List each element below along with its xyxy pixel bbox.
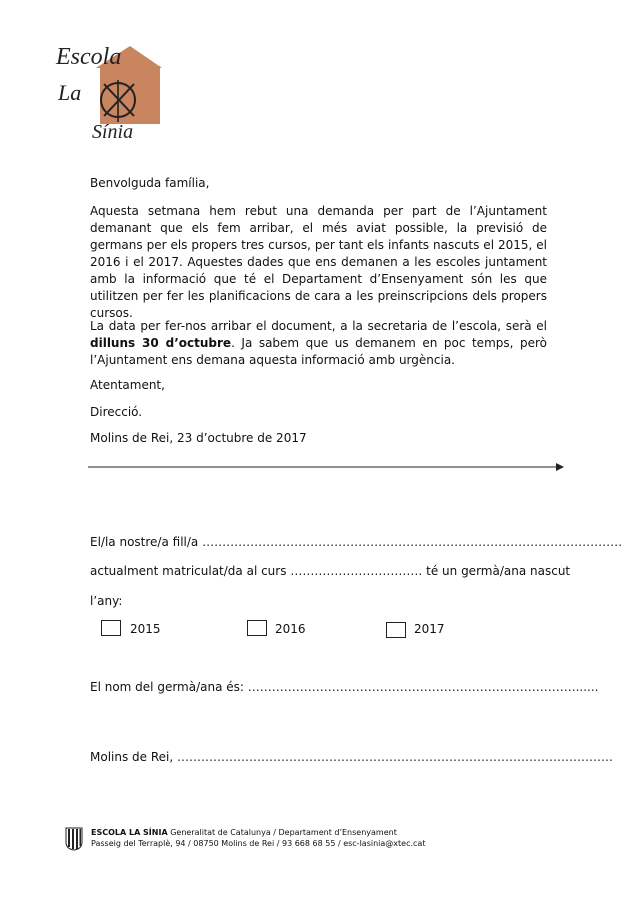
child-name-field[interactable]: ……………………………………………………………………………………………: [202, 535, 623, 549]
checkbox-2016[interactable]: [247, 620, 267, 636]
footer-institution: Generalitat de Catalunya / Departament d’Ensenyament: [167, 828, 397, 837]
child-name-line: [90, 534, 622, 551]
checkbox-2017[interactable]: [386, 622, 406, 638]
footer-school-name: ESCOLA LA SÍNIA: [91, 828, 168, 837]
paragraph-request: Aquesta setmana hem rebut una demanda per part de l’Ajuntament demanant que els fem arribar, el més aviat possible, la previsió de germans per els propers tres cursos, per tant els infants nascuts el 2015, el 2016 i el 2017. Aquestes dades que ens demanen a les escoles juntament amb la informació que té el Departament d’Ensenyament són les que utilitzen per fer les planificacions de cara a les preinscripcions dels propers cursos.: [90, 204, 547, 320]
sibling-name-field[interactable]: ……………………………………………………………………….......: [247, 680, 599, 694]
place-date-line: [90, 749, 613, 766]
catalonia-crest-icon: [65, 827, 83, 851]
enrolled-line: [90, 563, 570, 580]
option-label-2016: 2016: [275, 622, 306, 636]
deadline-text-after: . Ja sabem que us demanem en poc temps, però l’Ajuntament ens demana aquesta informació amb urgència.: [90, 336, 547, 367]
footer-line-2: Passeig del Terraplè, 94 / 08750 Molins de Rei / 93 668 68 55 / esc-lasinia@xtec.cat: [91, 839, 426, 848]
deadline-text-before: La data per fer-nos arribar el document, a la secretaria de l’escola, serà el: [90, 319, 547, 333]
logo-text-la: La: [58, 80, 82, 105]
place-label: Molins de Rei,: [90, 750, 174, 764]
paragraph-deadline: [90, 318, 547, 369]
course-field[interactable]: ……………………………: [290, 564, 423, 578]
option-label-2017: 2017: [414, 622, 445, 636]
enrolled-label: actualment matriculat/da al curs: [90, 564, 287, 578]
sibling-name-line: [90, 679, 598, 696]
sibling-name-label: El nom del germà/ana és:: [90, 680, 244, 694]
school-logo: [52, 38, 164, 142]
logo-text-sinia: Sínia: [92, 121, 134, 142]
greeting: Benvolguda família,: [90, 176, 210, 190]
place-date-field[interactable]: ……………………………………………………………………………………………….: [177, 750, 613, 764]
closing: Atentament,: [90, 378, 165, 392]
footer-line-1: [91, 827, 397, 838]
logo-text-escola: Escola: [56, 44, 122, 70]
sibling-text: té un germà/ana nascut: [426, 564, 571, 578]
year-label: l’any:: [90, 594, 123, 608]
date-line: Molins de Rei, 23 d’octubre de 2017: [90, 431, 307, 445]
checkbox-2015[interactable]: [101, 620, 121, 636]
deadline-date: dilluns 30 d’octubre: [90, 336, 232, 350]
cut-line-arrow: [88, 460, 564, 474]
child-label: El/la nostre/a fill/a: [90, 535, 199, 549]
signature: Direcció.: [90, 405, 143, 419]
footer: [65, 825, 485, 853]
option-label-2015: 2015: [130, 622, 161, 636]
